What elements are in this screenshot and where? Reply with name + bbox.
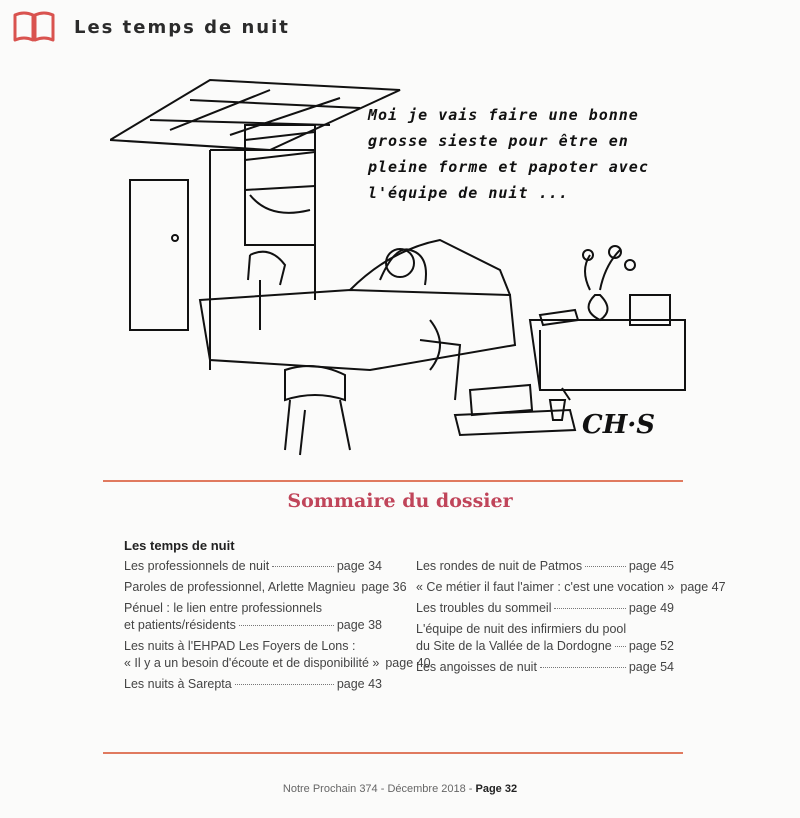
toc-leader-dots — [615, 646, 626, 647]
toc-page-number: page 34 — [336, 559, 382, 573]
toc-page-number: page 47 — [680, 580, 726, 594]
toc-entry — [124, 676, 382, 693]
speech-bubble — [368, 102, 678, 206]
toc-entry — [416, 579, 726, 596]
footer-page-number: Page 32 — [475, 783, 518, 795]
toc-entry-title: Les rondes de nuit de Patmos — [416, 559, 583, 573]
toc-entry-title: Paroles de professionnel, Arlette Magnieu — [124, 580, 356, 594]
toc-entry — [124, 600, 382, 634]
toc-entry-title: et patients/résidents — [124, 618, 236, 632]
toc-entry — [416, 558, 674, 575]
speech-line: Moi je vais faire une bonne — [368, 106, 639, 124]
toc-entry-line — [124, 579, 407, 596]
toc-entry-line — [124, 617, 382, 634]
toc-left-column — [124, 558, 431, 697]
toc-heading: Les temps de nuit — [124, 538, 235, 553]
divider-top — [103, 480, 683, 482]
toc-entry-title: Les nuits à l'EHPAD Les Foyers de Lons : — [124, 639, 356, 653]
toc-entry-line — [124, 638, 382, 655]
toc-page-number: page 43 — [336, 677, 382, 691]
toc-entry-line — [124, 558, 382, 575]
toc-leader-dots — [540, 667, 626, 668]
toc-entry-line — [416, 621, 674, 638]
page-header — [12, 10, 290, 44]
toc-leader-dots — [585, 566, 626, 567]
toc-page-number: page 38 — [336, 618, 382, 632]
toc-entry-line — [124, 655, 431, 672]
sommaire-title: Sommaire du dossier — [287, 490, 513, 512]
toc-entry — [124, 558, 382, 575]
speech-line: pleine forme et papoter avec — [368, 158, 649, 176]
toc-entry-line — [416, 638, 674, 655]
toc-page-number: page 54 — [628, 660, 674, 674]
toc-leader-dots — [272, 566, 334, 567]
speech-line: l'équipe de nuit ... — [368, 184, 569, 202]
toc-entry-line — [416, 600, 674, 617]
toc-page-number: page 52 — [628, 639, 674, 653]
toc-right-column — [416, 558, 726, 680]
toc-page-number: page 40 — [385, 656, 431, 670]
page-footer — [0, 783, 800, 795]
toc-leader-dots — [235, 684, 334, 685]
footer-text: Notre Prochain 374 - Décembre 2018 - — [282, 783, 476, 795]
toc-entry-title: « Ce métier il faut l'aimer : c'est une vocation » — [416, 580, 675, 594]
toc-entry — [124, 579, 407, 596]
toc-entry-title: Pénuel : le lien entre professionnels — [124, 601, 323, 615]
toc-entry — [124, 638, 431, 672]
toc-entry-title: Les angoisses de nuit — [416, 660, 537, 674]
toc-entry-title: du Site de la Vallée de la Dordogne — [416, 639, 612, 653]
toc-entry — [416, 659, 674, 676]
open-book-icon — [12, 10, 56, 44]
toc-entry-line — [124, 600, 382, 617]
speech-line: grosse sieste pour être en — [368, 132, 629, 150]
toc-entry-line — [416, 659, 674, 676]
toc-entry-line — [124, 676, 382, 693]
toc-entry-line — [416, 558, 674, 575]
toc-entry — [416, 621, 674, 655]
toc-page-number: page 49 — [628, 601, 674, 615]
toc-entry-title: Les professionnels de nuit — [124, 559, 270, 573]
toc-leader-dots — [554, 608, 625, 609]
artist-signature: CH·S — [582, 410, 656, 440]
section-title: Les temps de nuit — [74, 16, 290, 38]
toc-leader-dots — [239, 625, 334, 626]
toc-entry-title: Les nuits à Sarepta — [124, 677, 232, 691]
toc-page-number: page 36 — [361, 580, 407, 594]
toc-entry-title: L'équipe de nuit des infirmiers du pool — [416, 622, 627, 636]
toc-page-number: page 45 — [628, 559, 674, 573]
toc-entry-line — [416, 579, 726, 596]
toc-entry — [416, 600, 674, 617]
toc-entry-title: Les troubles du sommeil — [416, 601, 552, 615]
divider-bottom — [103, 752, 683, 754]
toc-entry-title: « Il y a un besoin d'écoute et de disponibilité » — [124, 656, 380, 670]
